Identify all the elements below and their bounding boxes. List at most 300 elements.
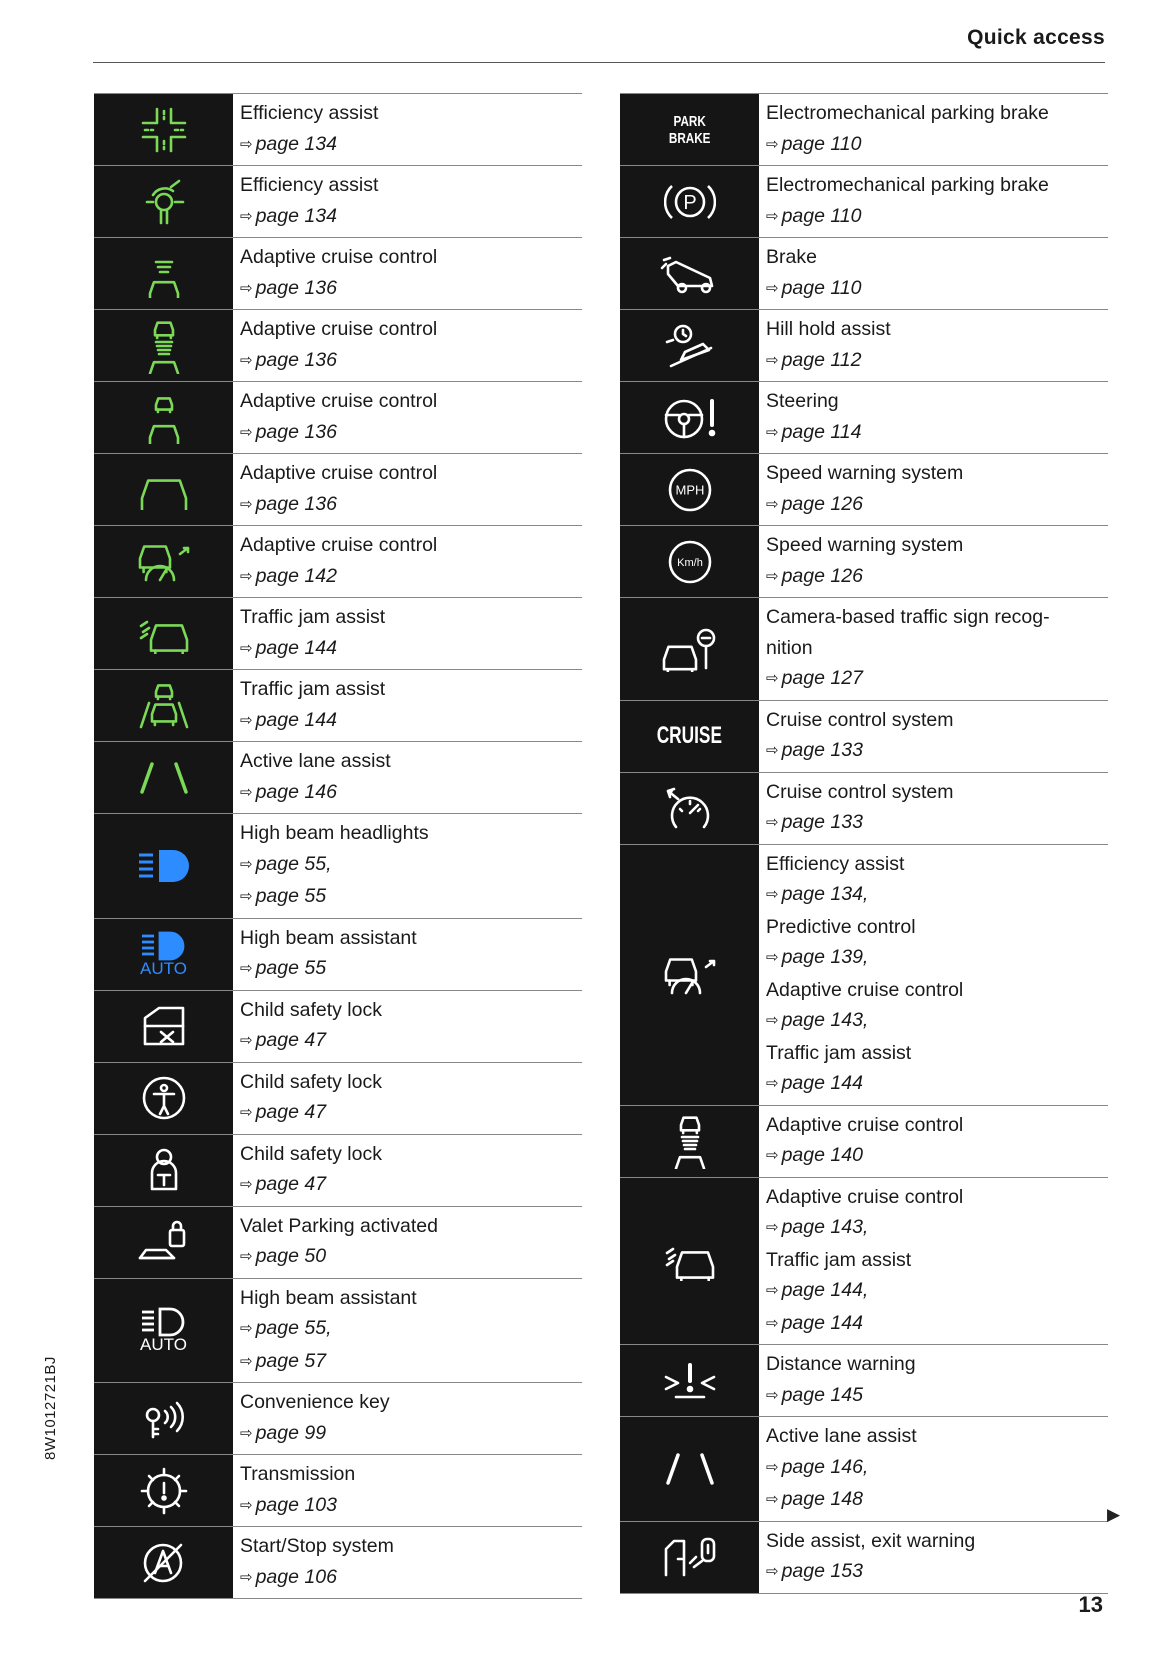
page-reference-text: page 47 (255, 1101, 327, 1123)
page-reference-text: page 134, (781, 883, 869, 905)
symbol-cell (94, 1207, 233, 1278)
symbol-row (620, 526, 1108, 598)
symbol-cell (620, 598, 759, 700)
page-reference-link[interactable] (766, 1275, 1108, 1308)
description-text: Adaptive cruise control (240, 318, 438, 340)
description-text: Distance warning (766, 1353, 916, 1375)
steering-warning-icon (662, 395, 718, 441)
symbol-row (94, 454, 582, 526)
page-reference-link[interactable] (240, 1490, 582, 1523)
page-reference-link[interactable] (240, 777, 582, 810)
symbol-row (620, 1178, 1108, 1346)
description-cell (233, 1063, 582, 1134)
description-cell (233, 94, 582, 165)
reference-arrow-icon: ⇨ (240, 855, 253, 873)
symbol-row (94, 310, 582, 382)
description-text: High beam assistant (240, 926, 417, 949)
description-label (766, 777, 1108, 808)
page-reference-text: page 126 (781, 492, 863, 515)
symbol-row (620, 93, 1108, 166)
symbol-row (94, 1135, 582, 1207)
page-reference-text: page 126 (781, 564, 863, 587)
symbol-cell (94, 919, 233, 990)
description-text: Adaptive cruise control (240, 462, 438, 484)
symbol-row (620, 166, 1108, 238)
page-reference-link[interactable] (240, 201, 582, 234)
page-reference-text: page 136 (255, 348, 337, 371)
description-text: Efficiency assist (240, 174, 379, 196)
speed-warning-kmh-icon (667, 539, 713, 585)
page-reference-link[interactable] (240, 1562, 582, 1595)
reference-arrow-icon: ⇨ (240, 1496, 253, 1514)
page-reference-link[interactable] (240, 489, 582, 522)
symbol-cell (94, 670, 233, 741)
reference-arrow-icon: ⇨ (766, 207, 779, 225)
svg-text:MPH: MPH (675, 482, 704, 498)
page-number: 13 (1078, 1592, 1103, 1617)
symbol-cell (94, 166, 233, 237)
page-reference-text: page 139, (781, 946, 869, 968)
svg-text:P: P (682, 191, 697, 214)
reference-arrow-icon: ⇨ (240, 1320, 253, 1337)
page-reference-link[interactable] (240, 417, 582, 450)
description-text: Brake (766, 246, 817, 268)
reference-arrow-icon: ⇨ (240, 888, 253, 905)
symbol-cell (620, 1106, 759, 1177)
description-cell (759, 1178, 1108, 1345)
page-reference-text: page 110 (781, 132, 862, 155)
symbol-cell (620, 1345, 759, 1416)
side-assist-exit-warning-icon (662, 1535, 718, 1579)
description-cell (233, 166, 582, 237)
description-cell (759, 310, 1108, 381)
page-reference-text: page 144 (781, 1311, 863, 1334)
description-cell (759, 454, 1108, 525)
page-reference-link[interactable] (240, 129, 582, 162)
page-reference-text: page 143, (781, 1009, 869, 1031)
reference-arrow-icon: ⇨ (240, 711, 253, 729)
symbol-row (620, 773, 1108, 845)
symbol-row (94, 1527, 582, 1599)
page-reference-text: page 114 (781, 420, 862, 443)
traffic-jam-assist-icon (137, 614, 191, 654)
reference-arrow-icon: ⇨ (240, 1568, 253, 1586)
page-reference-text: page 103 (255, 1493, 337, 1516)
description-text: Valet Parking activated (240, 1214, 438, 1237)
description-cell (233, 1383, 582, 1454)
document-code: 8W1012721BJ (42, 1356, 59, 1460)
page-reference-link[interactable] (766, 1212, 1108, 1245)
page-reference-text: page 144 (781, 1072, 863, 1094)
description-text: High beam assistant (240, 1286, 417, 1309)
reference-arrow-icon: ⇨ (766, 1147, 779, 1164)
page-reference-link[interactable] (240, 849, 582, 882)
page-reference-text: page 50 (255, 1245, 327, 1267)
auto-label: AUTO (140, 1335, 187, 1355)
symbol-cell (94, 1527, 233, 1598)
page-reference-link[interactable] (766, 942, 1108, 975)
description-label (240, 1459, 582, 1490)
page-reference-link[interactable] (766, 129, 1108, 162)
description-label (240, 602, 582, 633)
symbol-cell (94, 526, 233, 597)
description-text: Camera-based traffic sign recog- (766, 606, 1050, 628)
reference-arrow-icon: ⇨ (766, 1458, 779, 1476)
description-cell (759, 94, 1108, 165)
reference-arrow-icon: ⇨ (240, 1104, 253, 1121)
description-text: Efficiency assist (240, 102, 379, 124)
symbol-cell (94, 991, 233, 1062)
page-reference-text: page 112 (781, 348, 862, 371)
start-stop-icon (139, 1539, 189, 1587)
description-cell (759, 1106, 1108, 1177)
transmission-icon (140, 1467, 188, 1515)
acc-distance-white-icon (670, 1113, 710, 1169)
page-reference-text: page 134 (255, 132, 337, 155)
description-label (766, 1110, 1108, 1141)
page-reference-link[interactable] (766, 561, 1108, 594)
symbol-row (94, 991, 582, 1063)
page-reference-text: page 136 (255, 492, 337, 515)
page-reference-link[interactable] (766, 345, 1108, 378)
traffic-jam-assist-lanes-icon (137, 681, 191, 731)
description-label (240, 170, 582, 201)
page-reference-text: page 136 (255, 420, 337, 443)
description-text: Steering (766, 390, 839, 412)
description-cell (233, 310, 582, 381)
symbol-row (94, 1207, 582, 1279)
symbol-cell (620, 94, 759, 165)
description-text: Child safety lock (240, 998, 382, 1021)
reference-arrow-icon: ⇨ (240, 279, 253, 297)
traffic-sign-recognition-icon (662, 626, 718, 672)
description-cell (233, 814, 582, 918)
page-reference-text: page 133 (781, 811, 863, 833)
reference-arrow-icon: ⇨ (766, 1282, 779, 1299)
high-beam-auto-blue-icon (140, 931, 187, 977)
description-text: Adaptive cruise control (766, 1113, 964, 1136)
reference-arrow-icon: ⇨ (766, 670, 779, 687)
page-reference-link[interactable] (766, 735, 1108, 768)
page-reference-text: page 145 (781, 1383, 863, 1406)
svg-text:Km/h: Km/h (676, 556, 703, 569)
symbol-cell (620, 773, 759, 844)
description-cell (233, 382, 582, 453)
description-text: Traffic jam assist (766, 1041, 912, 1064)
page-reference-link[interactable] (240, 953, 582, 986)
cruise-label: CRUISE (656, 722, 723, 749)
reference-arrow-icon: ⇨ (766, 1012, 779, 1029)
page-reference-link[interactable] (240, 1025, 582, 1058)
description-text: Cruise control system (766, 780, 954, 803)
hill-hold-icon (661, 322, 719, 370)
park-brake-text-icon (663, 113, 716, 147)
reference-arrow-icon: ⇨ (766, 1563, 779, 1580)
description-text: Convenience key (240, 1391, 390, 1413)
symbol-row (94, 526, 582, 598)
child-lock-person-icon (140, 1074, 188, 1122)
page-reference-text: page 144, (781, 1279, 869, 1301)
description-text: Traffic jam assist (240, 678, 386, 700)
symbol-row (620, 598, 1108, 701)
high-beam-icon (137, 848, 191, 884)
active-lane-assist-white-icon (660, 1451, 720, 1487)
reference-arrow-icon: ⇨ (240, 960, 253, 977)
description-label (766, 170, 1108, 201)
description-label (240, 314, 582, 345)
page-reference-link[interactable] (766, 273, 1108, 306)
symbol-row (94, 238, 582, 310)
description-text: Active lane assist (766, 1425, 917, 1447)
symbol-row (620, 454, 1108, 526)
description-cell (233, 1527, 582, 1598)
description-cell (759, 526, 1108, 597)
description-cell (759, 773, 1108, 844)
reference-arrow-icon: ⇨ (240, 423, 253, 441)
page-reference-text: page 110 (781, 204, 862, 227)
reference-arrow-icon: ⇨ (240, 1176, 253, 1193)
description-cell (759, 845, 1108, 1105)
cruise-control-icon (664, 785, 716, 831)
description-label (240, 746, 582, 777)
page-reference-text: page 153 (781, 1560, 863, 1582)
page-reference-link[interactable] (240, 1097, 582, 1130)
description-text: Predictive control (766, 915, 916, 938)
symbol-cell (94, 1135, 233, 1206)
page-reference-link[interactable] (240, 345, 582, 378)
description-text: Electromechanical parking brake (766, 102, 1049, 124)
symbol-row (94, 598, 582, 670)
description-cell (233, 1279, 582, 1383)
continue-arrow-icon: ▶ (1107, 1505, 1121, 1524)
acc-distance-long-icon (144, 318, 184, 374)
speed-warning-mph-icon (667, 467, 713, 513)
description-text: Traffic jam assist (766, 1248, 912, 1271)
reference-arrow-icon: ⇨ (766, 567, 779, 585)
reference-arrow-icon: ⇨ (766, 1491, 779, 1508)
symbol-row (94, 93, 582, 166)
symbol-cell (620, 1417, 759, 1521)
page-header-title: Quick access (967, 26, 1105, 49)
description-cell (233, 1135, 582, 1206)
reference-arrow-icon: ⇨ (766, 886, 779, 903)
description-label (766, 242, 1108, 273)
description-label (240, 923, 582, 954)
page-reference-link[interactable] (240, 1169, 582, 1202)
page-reference-link[interactable] (240, 273, 582, 306)
description-label (240, 458, 582, 489)
page-reference-link[interactable] (240, 1241, 582, 1274)
description-label (766, 602, 1108, 633)
description-text: Electromechanical parking brake (766, 174, 1049, 196)
symbol-cell (620, 238, 759, 309)
description-cell (759, 166, 1108, 237)
page-reference-text: page 133 (781, 739, 863, 761)
convenience-key-icon (141, 1397, 187, 1441)
parking-brake-circle-icon (664, 182, 716, 222)
description-text: Speed warning system (766, 462, 964, 484)
page-reference-text: page 99 (255, 1421, 327, 1444)
page-reference-link[interactable] (240, 1313, 582, 1346)
symbol-row (620, 845, 1108, 1106)
description-text: Child safety lock (240, 1070, 382, 1093)
acc-car-outline-icon (138, 470, 190, 510)
page-reference-text: page 136 (255, 276, 337, 299)
description-label (240, 995, 582, 1026)
page-reference-text: page 146 (255, 780, 337, 803)
description-cell (233, 991, 582, 1062)
description-text: Transmission (240, 1463, 356, 1485)
page-reference-text: page 144 (255, 636, 337, 659)
description-cell (233, 454, 582, 525)
page-reference-link[interactable] (240, 633, 582, 666)
page-reference-link[interactable] (766, 489, 1108, 522)
symbol-cell (620, 382, 759, 453)
description-label (766, 458, 1108, 489)
description-text: Speed warning system (766, 534, 964, 556)
efficiency-assist-roundabout-icon (139, 177, 189, 227)
description-cell (759, 382, 1108, 453)
description-label (240, 242, 582, 273)
page-reference-text: page 47 (255, 1173, 327, 1195)
header-divider (93, 62, 1105, 63)
symbol-cell (94, 1383, 233, 1454)
page-reference-text: page 148 (781, 1488, 863, 1510)
page-reference-link[interactable] (240, 561, 582, 594)
description-cell (233, 919, 582, 990)
symbol-cell (94, 1063, 233, 1134)
description-cell (759, 1345, 1108, 1416)
symbol-row (620, 701, 1108, 773)
page-reference-text: page 110 (781, 276, 862, 299)
symbol-row (620, 382, 1108, 454)
description-label (766, 98, 1108, 129)
reference-arrow-icon: ⇨ (766, 351, 779, 369)
symbol-cell (94, 814, 233, 918)
page-reference-text: page 127 (781, 667, 863, 689)
description-label (766, 705, 1108, 736)
park-brake-label: BRAKE (668, 129, 711, 147)
symbol-row (94, 742, 582, 814)
page-reference-link[interactable] (240, 881, 582, 914)
page-reference-link[interactable] (240, 1346, 582, 1379)
reference-arrow-icon: ⇨ (766, 495, 779, 513)
description-label (766, 1038, 1108, 1069)
symbol-cell (620, 166, 759, 237)
page-reference-link[interactable] (240, 705, 582, 738)
reference-arrow-icon: ⇨ (240, 1352, 253, 1370)
page-reference-link[interactable] (240, 1418, 582, 1451)
symbol-row (94, 382, 582, 454)
page-reference-text: page 55, (255, 1317, 332, 1339)
left-symbol-table (94, 93, 582, 1599)
page-reference-link[interactable] (766, 1452, 1108, 1485)
cruise-text-icon (644, 724, 735, 748)
description-label (766, 1421, 1108, 1452)
symbol-cell (94, 454, 233, 525)
description-label (766, 530, 1108, 561)
child-lock-door-icon (139, 1004, 189, 1048)
page-reference-text: page 55 (255, 957, 327, 979)
description-cell (759, 598, 1108, 700)
symbol-row (94, 814, 582, 919)
park-brake-label: PARK (673, 112, 706, 130)
page-reference-text: page 144 (255, 708, 337, 731)
page-reference-link[interactable] (766, 417, 1108, 450)
symbol-row (94, 670, 582, 742)
page-reference-link[interactable] (766, 1140, 1108, 1173)
symbol-row (94, 1455, 582, 1527)
reference-arrow-icon: ⇨ (766, 279, 779, 297)
page-reference-link[interactable] (766, 807, 1108, 840)
description-label (240, 1387, 582, 1418)
reference-arrow-icon: ⇨ (766, 135, 779, 153)
efficiency-predictive-icon (662, 953, 718, 997)
description-label (766, 633, 1108, 664)
page-reference-link[interactable] (766, 879, 1108, 912)
page-reference-link[interactable] (766, 663, 1108, 696)
symbol-cell (620, 845, 759, 1105)
page-reference-text: page 143, (781, 1216, 869, 1238)
reference-arrow-icon: ⇨ (766, 814, 779, 831)
symbol-cell (94, 310, 233, 381)
symbol-row (620, 238, 1108, 310)
page-reference-link[interactable] (766, 201, 1108, 234)
reference-arrow-icon: ⇨ (766, 1219, 779, 1236)
description-label (240, 818, 582, 849)
reference-arrow-icon: ⇨ (240, 567, 253, 585)
description-text: Active lane assist (240, 750, 391, 772)
description-cell (233, 526, 582, 597)
description-cell (233, 238, 582, 309)
reference-arrow-icon: ⇨ (240, 639, 253, 657)
description-text: High beam headlights (240, 822, 429, 844)
description-label (240, 1139, 582, 1170)
page-reference-text: page 106 (255, 1565, 337, 1588)
symbol-row (94, 1383, 582, 1455)
description-cell (233, 1455, 582, 1526)
page-reference-link[interactable] (766, 1380, 1108, 1413)
symbol-cell (620, 1522, 759, 1593)
reference-arrow-icon: ⇨ (240, 1248, 253, 1265)
reference-arrow-icon: ⇨ (766, 423, 779, 441)
symbol-row (620, 1106, 1108, 1178)
page-reference-link[interactable] (766, 1556, 1108, 1589)
page-reference-text: page 57 (255, 1349, 327, 1372)
symbol-cell (620, 310, 759, 381)
description-cell (759, 1417, 1108, 1521)
page-reference-link[interactable] (766, 1005, 1108, 1038)
description-label (240, 1283, 582, 1314)
reference-arrow-icon: ⇨ (240, 207, 253, 225)
traffic-jam-white-icon (663, 1241, 717, 1281)
description-label (766, 1245, 1108, 1276)
reference-arrow-icon: ⇨ (766, 1075, 779, 1092)
symbol-cell (94, 598, 233, 669)
reference-arrow-icon: ⇨ (766, 742, 779, 759)
description-cell (759, 701, 1108, 772)
page-reference-link[interactable] (766, 1484, 1108, 1517)
description-text: Cruise control system (766, 708, 954, 731)
symbol-row (620, 310, 1108, 382)
symbol-row (94, 919, 582, 991)
page-reference-link[interactable] (766, 1068, 1108, 1101)
page-reference-text: page 47 (255, 1029, 327, 1051)
page-reference-link[interactable] (766, 1308, 1108, 1341)
description-label (240, 530, 582, 561)
symbol-row (620, 1522, 1108, 1594)
description-cell (759, 238, 1108, 309)
